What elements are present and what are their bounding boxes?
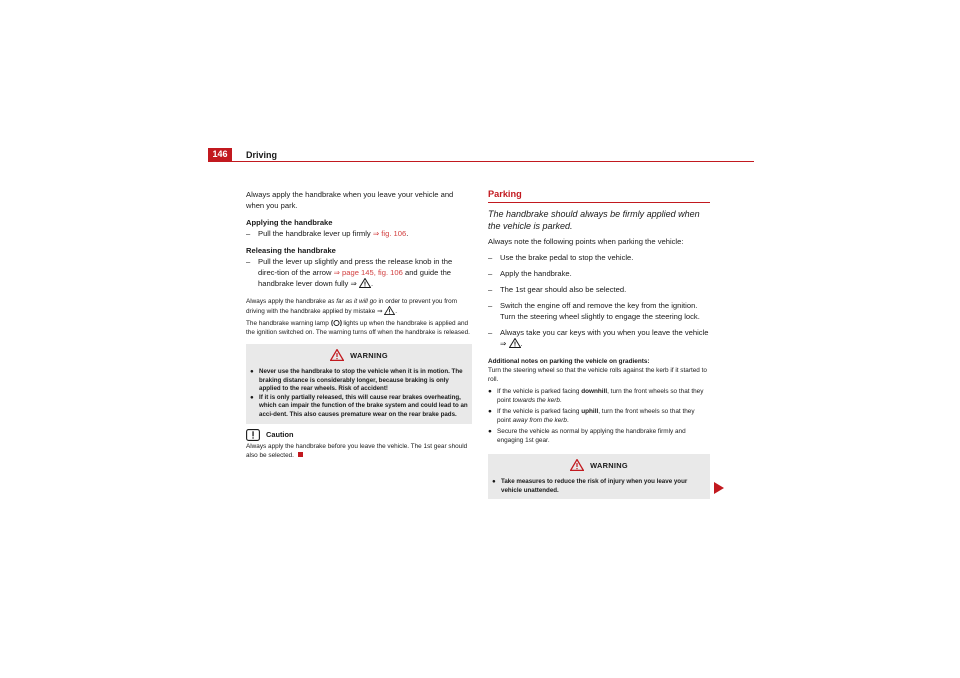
note2-rest: lights up when the handbrake is applied and the ignition switched on. The warning turns off when the handbrake is released. bbox=[246, 320, 470, 336]
end-marker bbox=[298, 452, 303, 457]
releasing-heading: Releasing the handbrake bbox=[246, 246, 336, 255]
warning-triangle-icon bbox=[570, 459, 584, 471]
page-number: 146 bbox=[208, 148, 232, 161]
parking-step-text: Apply the handbrake. bbox=[500, 269, 572, 278]
bullet-glyph: ● bbox=[488, 388, 492, 395]
dash-glyph: – bbox=[488, 253, 493, 262]
header-divider bbox=[208, 161, 754, 162]
note-full-apply bbox=[246, 297, 472, 316]
parking-step bbox=[488, 284, 710, 295]
parking-step bbox=[488, 300, 710, 322]
parking-step bbox=[488, 268, 710, 279]
parking-step-text: Always take you car keys with you when you leave the vehicle bbox=[500, 328, 709, 337]
fig-106-link[interactable]: ⇒ fig. 106 bbox=[372, 229, 407, 238]
releasing-step bbox=[246, 256, 472, 289]
caution-section bbox=[246, 429, 472, 460]
applying-step-text: Pull the handbrake lever up firmly bbox=[258, 229, 371, 238]
note1-emphasis: as far as it will go bbox=[327, 298, 377, 305]
note1-end: . bbox=[395, 308, 398, 315]
bullet-bold: uphill bbox=[581, 408, 599, 415]
bullet-glyph: ● bbox=[488, 428, 492, 435]
parking-intro: Always note the following points when parking the vehicle: bbox=[488, 237, 684, 246]
warning-triangle-icon[interactable] bbox=[509, 338, 521, 348]
parking-step bbox=[488, 252, 710, 263]
bullet-mid: , turn the front wheels so that they point bbox=[497, 388, 704, 404]
warning-triangle-icon[interactable] bbox=[359, 278, 374, 288]
note1-mid: in order to prevent you from driving with the handbrake applied by mistake ⇒ bbox=[246, 298, 458, 315]
gradient-bullet bbox=[488, 407, 710, 425]
caution-title: Caution bbox=[266, 430, 294, 440]
dash-glyph: – bbox=[488, 269, 493, 278]
note-warning-lamp bbox=[246, 319, 472, 337]
bullet-mid: , turn the front wheels so that they point bbox=[497, 408, 695, 424]
bullet-glyph: ● bbox=[250, 393, 254, 401]
gradients-text: Turn the steering wheel so that the vehicle rolls against the kerb if it started to roll. bbox=[488, 367, 707, 383]
bullet-end: . bbox=[566, 417, 569, 424]
gradients-heading: Additional notes on parking the vehicle on gradients: bbox=[488, 358, 650, 365]
warning-item-text: If it is only partially released, this will cause rear brakes overheating, which can impair the function of the brake system and could lead to an acci-dent. This also causes premature wear on the rear brake pads. bbox=[259, 393, 468, 418]
bullet-text: If the vehicle is parked facing bbox=[497, 408, 580, 415]
bullet-emphasis: away from the kerb bbox=[512, 417, 567, 424]
bullet-glyph: ● bbox=[250, 368, 254, 375]
note2-text: The handbrake warning lamp bbox=[246, 320, 329, 327]
warning-title: WARNING bbox=[590, 460, 628, 470]
next-page-arrow-icon[interactable] bbox=[714, 482, 724, 494]
note1-text: Always apply the handbrake bbox=[246, 298, 326, 305]
warning-box bbox=[488, 454, 710, 499]
caution-body: Always apply the handbrake before you leave the vehicle. The 1st gear should also be selected. bbox=[246, 442, 468, 459]
dash-glyph: – bbox=[246, 257, 251, 266]
arrow-ref: ⇒ bbox=[500, 339, 507, 348]
parking-step bbox=[488, 327, 710, 349]
intro-text: Always apply the handbrake when you leave your vehicle and when you park. bbox=[246, 190, 454, 210]
page-145-link[interactable]: ⇒ page 145, fig. 106 bbox=[333, 268, 403, 277]
warning-item-text: Take measures to reduce the risk of injury when you leave your vehicle unattended. bbox=[501, 478, 688, 494]
dash-glyph: – bbox=[488, 285, 493, 294]
warning-item-text: Never use the handbrake to stop the vehicle when it is in motion. The braking distance is considerably longer, because braking is only applied to the rear wheels. Risk of accident! bbox=[259, 368, 463, 393]
applying-step-end: . bbox=[406, 229, 409, 238]
gradient-bullet bbox=[488, 427, 710, 445]
right-column bbox=[488, 189, 710, 499]
warning-header bbox=[488, 454, 710, 476]
caution-text bbox=[246, 442, 472, 460]
applying-heading: Applying the handbrake bbox=[246, 218, 333, 227]
releasing-step-end: . bbox=[370, 279, 374, 288]
parking-step-text: Use the brake pedal to stop the vehicle. bbox=[500, 253, 634, 262]
warning-item bbox=[250, 394, 468, 420]
warning-box bbox=[246, 344, 472, 424]
bullet-text: If the vehicle is parked facing bbox=[497, 388, 580, 395]
section-divider bbox=[488, 202, 710, 203]
releasing-step-mid: and guide the handbrake lever down fully ⇒ bbox=[258, 268, 452, 288]
warning-item bbox=[250, 368, 468, 394]
parking-step-text: The 1st gear should also be selected. bbox=[500, 285, 627, 294]
left-column bbox=[246, 189, 472, 460]
dash-glyph: – bbox=[246, 229, 251, 238]
warning-body bbox=[246, 366, 472, 424]
parking-step-text: Switch the engine off and remove the key from the ignition. Turn the steering wheel slightly to engage the steering lock. bbox=[500, 301, 700, 321]
dash-glyph: – bbox=[488, 301, 493, 310]
warning-triangle-icon[interactable] bbox=[384, 306, 398, 315]
caution-header bbox=[246, 429, 472, 441]
gradient-bullet bbox=[488, 387, 710, 405]
bullet-bold: downhill bbox=[581, 388, 608, 395]
dash-glyph: – bbox=[488, 328, 493, 337]
warning-item bbox=[492, 478, 706, 495]
section-subtitle: The handbrake should always be firmly applied when the vehicle is parked. bbox=[488, 209, 700, 231]
warning-header bbox=[246, 344, 472, 366]
applying-step bbox=[246, 228, 472, 239]
section-title: Parking bbox=[488, 189, 522, 199]
bullet-end: . bbox=[559, 397, 562, 404]
handbrake-lamp-icon bbox=[331, 319, 342, 327]
page-title: Driving bbox=[246, 150, 278, 160]
releasing-step-text: Pull the lever up slightly and press the release knob in the direc-tion of the arrow bbox=[258, 257, 453, 277]
bullet-emphasis: towards the kerb bbox=[512, 397, 560, 404]
warning-title: WARNING bbox=[350, 350, 388, 360]
caution-exclamation-icon bbox=[246, 429, 260, 441]
parking-step-end: . bbox=[520, 339, 523, 348]
bullet-glyph: ● bbox=[492, 478, 496, 485]
bullet-glyph: ● bbox=[488, 408, 492, 415]
warning-body bbox=[488, 476, 710, 499]
bullet-text: Secure the vehicle as normal by applying the handbrake firmly and engaging 1st gear. bbox=[497, 428, 686, 444]
warning-triangle-icon bbox=[330, 349, 344, 361]
